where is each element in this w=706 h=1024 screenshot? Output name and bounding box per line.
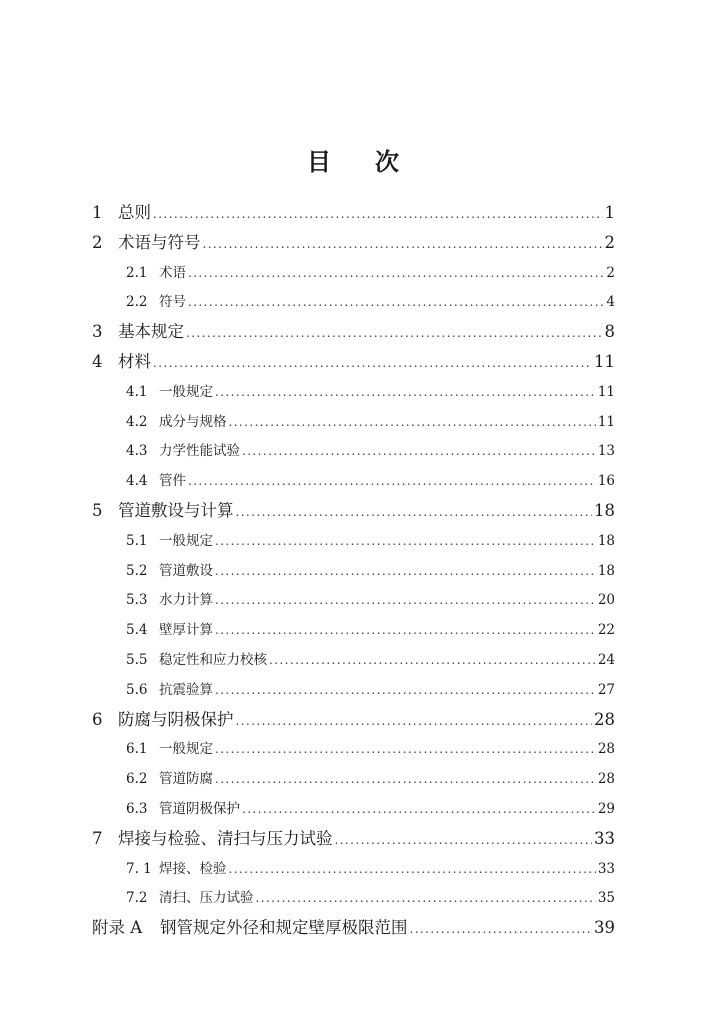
toc-entry-title: 管道敷设: [159, 562, 213, 579]
toc-entry-number: 2.2: [126, 294, 148, 311]
toc-section-entry[interactable]: [126, 407, 615, 437]
toc-dot-leader: [410, 914, 593, 944]
toc-entry-title: 成分与规格: [159, 413, 227, 430]
toc-dot-leader: [215, 615, 596, 645]
toc-entry-number: 5.5: [126, 652, 148, 668]
toc-entry-number: 7. 1: [126, 860, 152, 877]
toc-dot-leader: [215, 764, 596, 794]
toc-entry-title: 壁厚计算: [159, 622, 213, 639]
toc-dot-leader: [215, 377, 596, 407]
toc-entry-number: 7: [92, 828, 103, 848]
toc-entry-page-number: 33: [594, 828, 615, 848]
toc-entry-number: 1: [92, 203, 103, 222]
toc-entry-number: 6.2: [126, 771, 148, 788]
toc-entry-number: 附录 A: [92, 918, 143, 938]
page-title: [0, 142, 706, 177]
toc-dot-leader: [269, 645, 596, 675]
toc-entry-page-number: 39: [594, 918, 615, 938]
toc-entry-title: 钢管规定外径和规定壁厚极限范围: [160, 918, 408, 938]
toc-section-entry[interactable]: [126, 287, 615, 317]
toc-entry-title: 管道敷设与计算: [118, 501, 234, 520]
toc-entry-number: 5.6: [126, 681, 148, 698]
toc-dot-leader: [229, 854, 596, 884]
toc-section-entry[interactable]: [126, 764, 615, 794]
toc-entry-page-number: 18: [597, 562, 615, 579]
title-part-1: 目: [307, 148, 331, 176]
toc-entry-number: 5.3: [126, 592, 148, 609]
toc-entry-page-number: 11: [597, 413, 615, 430]
toc-entry-number: 2: [92, 232, 103, 252]
toc-entry-page-number: 20: [597, 592, 615, 609]
toc-section-entry[interactable]: [126, 734, 615, 764]
toc-entry-number: 3: [92, 322, 103, 342]
toc-dot-leader: [188, 466, 596, 496]
title-part-2: 次: [375, 148, 399, 176]
toc-entry-number: 5: [92, 501, 103, 520]
toc-entry-page-number: 4: [606, 294, 615, 311]
toc-dot-leader: [215, 585, 596, 615]
toc-entry-title: 管道防腐: [159, 771, 213, 788]
toc-section-entry[interactable]: [126, 854, 615, 884]
toc-chapter-entry[interactable]: [92, 913, 615, 943]
toc-entry-title: 管道阴极保护: [159, 801, 240, 817]
toc-entry-title: 清扫、压力试验: [159, 890, 254, 907]
toc-entry-title: 抗震验算: [159, 681, 213, 698]
toc-section-entry[interactable]: [126, 675, 615, 705]
toc-dot-leader: [236, 706, 593, 736]
toc-chapter-entry[interactable]: [92, 496, 615, 526]
toc-entry-number: 5.4: [126, 622, 148, 639]
toc-entry-number: 4.1: [126, 383, 148, 400]
toc-entry-page-number: 13: [597, 443, 615, 460]
toc-section-entry[interactable]: [126, 466, 615, 496]
toc-entry-page-number: 22: [597, 622, 615, 639]
toc-entry-title: 术语与符号: [118, 232, 201, 252]
toc-entry-number: 4: [92, 352, 103, 371]
toc-entry-title: 一般规定: [159, 741, 213, 758]
toc-chapter-entry[interactable]: [92, 228, 615, 258]
toc-entry-number: 5.2: [126, 562, 148, 579]
toc-dot-leader: [153, 199, 603, 229]
toc-entry-page-number: 27: [597, 681, 615, 698]
toc-entry-page-number: 28: [597, 741, 615, 758]
toc-entry-page-number: 18: [597, 532, 615, 549]
toc-entry-page-number: 1: [604, 203, 615, 222]
toc-dot-leader: [229, 407, 596, 437]
toc-entry-page-number: 16: [597, 473, 615, 490]
toc-entry-title: 焊接与检验、清扫与压力试验: [118, 828, 333, 848]
toc-entry-number: 7.2: [126, 890, 148, 907]
toc-section-entry[interactable]: [126, 526, 615, 556]
toc-entry-title: 水力计算: [159, 592, 213, 609]
toc-dot-leader: [256, 883, 596, 913]
toc-entry-page-number: 8: [604, 322, 615, 342]
toc-entry-title: 一般规定: [159, 383, 213, 400]
toc-entry-title: 一般规定: [159, 532, 213, 549]
toc-entry-page-number: 29: [597, 801, 615, 817]
toc-entry-title: 管件: [159, 473, 186, 490]
toc-entry-title: 总则: [118, 203, 151, 222]
toc-dot-leader: [188, 258, 604, 288]
toc-section-entry[interactable]: [126, 556, 615, 586]
toc-entry-number: 6: [92, 709, 103, 729]
toc-section-entry[interactable]: [126, 436, 615, 466]
toc-dot-leader: [335, 825, 593, 855]
toc-entry-number: 4.2: [126, 413, 148, 430]
toc-entry-page-number: 18: [594, 501, 615, 520]
toc-dot-leader: [203, 229, 603, 259]
toc-entry-number: 6.3: [126, 801, 148, 817]
toc-entry-number: 5.1: [126, 532, 148, 549]
toc-entry-title: 稳定性和应力校核: [159, 652, 267, 668]
toc-dot-leader: [236, 497, 593, 527]
toc-dot-leader: [215, 675, 596, 705]
toc-dot-leader: [153, 348, 592, 378]
toc-chapter-entry[interactable]: [92, 317, 615, 347]
toc-entry-page-number: 24: [597, 652, 615, 668]
toc-section-entry[interactable]: [126, 615, 615, 645]
toc-chapter-entry[interactable]: [92, 198, 615, 228]
toc-section-entry[interactable]: [126, 258, 615, 288]
toc-entry-number: 6.1: [126, 741, 148, 758]
toc-entry-number: 2.1: [126, 264, 148, 281]
toc-chapter-entry[interactable]: [92, 347, 615, 377]
toc-dot-leader: [242, 794, 596, 824]
toc-dot-leader: [215, 526, 596, 556]
toc-entry-title: 基本规定: [118, 322, 184, 342]
toc-entry-page-number: 28: [597, 771, 615, 788]
toc-entry-number: 4.3: [126, 443, 148, 460]
toc-entry-title: 防腐与阴极保护: [118, 709, 234, 729]
toc-entry-page-number: 33: [597, 860, 615, 877]
toc-chapter-entry[interactable]: [92, 824, 615, 854]
toc-dot-leader: [188, 287, 604, 317]
toc-entry-number: 4.4: [126, 473, 148, 490]
toc-dot-leader: [215, 556, 596, 586]
toc-dot-leader: [186, 318, 603, 348]
toc-section-entry[interactable]: [126, 377, 615, 407]
toc-chapter-entry[interactable]: [92, 705, 615, 735]
toc-dot-leader: [242, 436, 596, 466]
toc-entry-title: 焊接、检验: [159, 860, 227, 877]
toc-section-entry[interactable]: [126, 883, 615, 913]
toc-entry-page-number: 28: [594, 709, 615, 729]
toc-section-entry[interactable]: [126, 585, 615, 615]
toc-section-entry[interactable]: [126, 794, 615, 824]
toc-entry-title: 力学性能试验: [159, 443, 240, 460]
toc-entry-title: 符号: [159, 294, 186, 311]
toc-entry-title: 术语: [159, 264, 186, 281]
toc-entry-page-number: 2: [604, 232, 615, 252]
toc-dot-leader: [215, 734, 596, 764]
toc-entry-page-number: 11: [594, 352, 615, 371]
toc-entry-page-number: 2: [606, 264, 615, 281]
toc-entry-page-number: 11: [597, 383, 615, 400]
toc-section-entry[interactable]: [126, 645, 615, 675]
toc-entry-title: 材料: [118, 352, 151, 371]
toc-entry-page-number: 35: [597, 890, 615, 907]
